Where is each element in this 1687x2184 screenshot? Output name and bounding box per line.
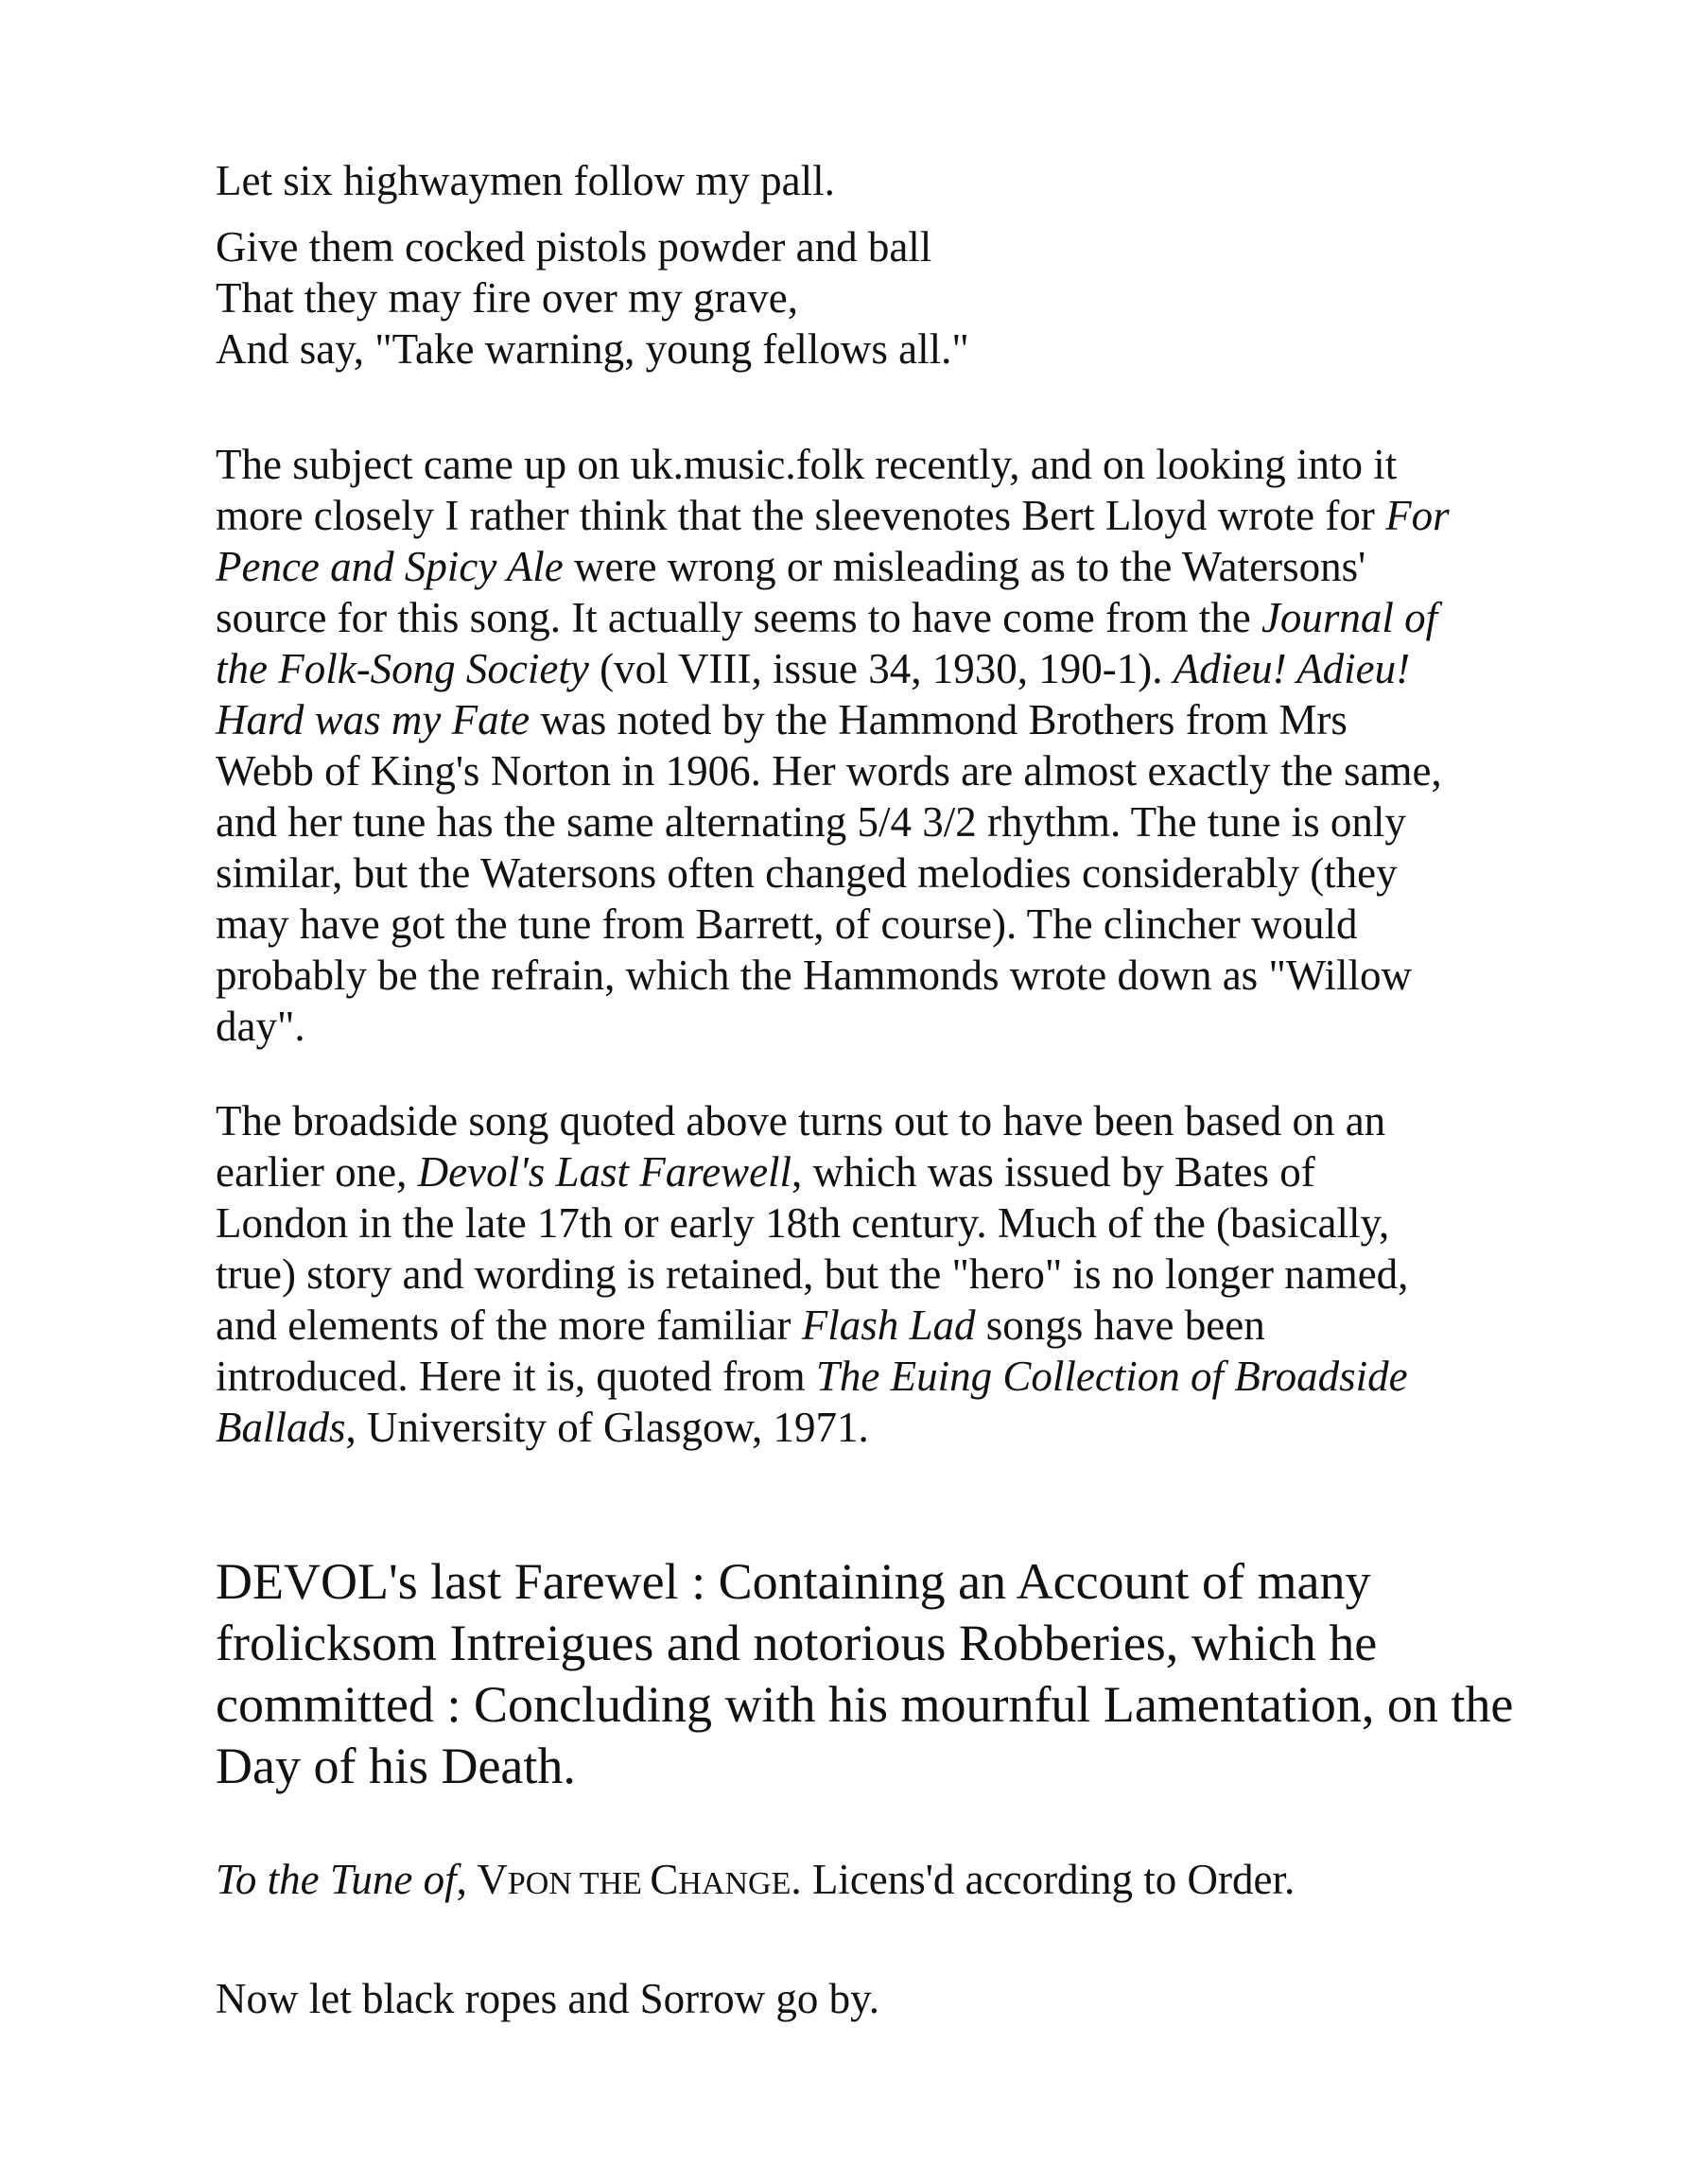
text-line: true) story and wording is retained, but the "hero" is no longer named, <box>216 1250 1409 1298</box>
verse-line: That they may fire over my grave, <box>216 274 799 322</box>
text-line: the Folk-Song Society (vol VIII, issue 34, 1930, 190-1). Adieu! Adieu! <box>216 645 1411 692</box>
text-line: day". <box>216 1003 305 1050</box>
text-line: may have got the tune from Barrett, of course). The clincher would <box>216 900 1358 948</box>
clipped-next-line: Now let black ropes and Sorrow go by. <box>216 1975 879 2022</box>
verse-stanza <box>216 221 1502 375</box>
broadside-title: DEVOL's last Farewel : Containing an Account of many frolicksom Intreigues and notorious Robberies, which he committed : Concluding with his mournful Lamentation, on the Day of his Death. <box>216 1553 1514 1794</box>
text-line: more closely I rather think that the sleevenotes Bert Lloyd wrote for For <box>216 492 1450 539</box>
text-line: and her tune has the same alternating 5/4 3/2 rhythm. The tune is only <box>216 798 1406 846</box>
text-line: The subject came up on uk.music.folk recently, and on looking into it <box>216 441 1398 488</box>
text-line: Webb of King's Norton in 1906. Her words are almost exactly the same, <box>216 747 1442 795</box>
verse-line: Give them cocked pistols powder and ball <box>216 223 932 271</box>
text-line: London in the late 17th or early 18th century. Much of the (basically, <box>216 1199 1390 1247</box>
text-line: and elements of the more familiar Flash Lad songs have been <box>216 1302 1265 1349</box>
text-line: The broadside song quoted above turns out to have been based on an <box>216 1097 1386 1144</box>
text-line: probably be the refrain, which the Hammonds wrote down as "Willow <box>216 952 1412 999</box>
paragraph-source-discussion <box>216 439 1521 1052</box>
paragraph-broadside-origin <box>216 1095 1521 1453</box>
tune-direction: To the Tune of, VPON THE CHANGE. Licens'd according to Order. <box>216 1856 1296 1903</box>
text-line: Hard was my Fate was noted by the Hammond Brothers from Mrs <box>216 696 1348 743</box>
text-line: Pence and Spicy Ale were wrong or misleading as to the Watersons' <box>216 543 1366 590</box>
text-line: Ballads, University of Glasgow, 1971. <box>216 1404 869 1451</box>
text-line: similar, but the Watersons often changed melodies considerably (they <box>216 849 1398 897</box>
text-line: earlier one, Devol's Last Farewell, which was issued by Bates of <box>216 1148 1315 1196</box>
text-line: source for this song. It actually seems to have come from the Journal of <box>216 594 1438 641</box>
verse-line: And say, "Take warning, young fellows all." <box>216 325 969 373</box>
text-line: introduced. Here it is, quoted from The Euing Collection of Broadside <box>216 1353 1408 1400</box>
clipped-verse-line: Let six highwaymen follow my pall. <box>216 157 835 204</box>
